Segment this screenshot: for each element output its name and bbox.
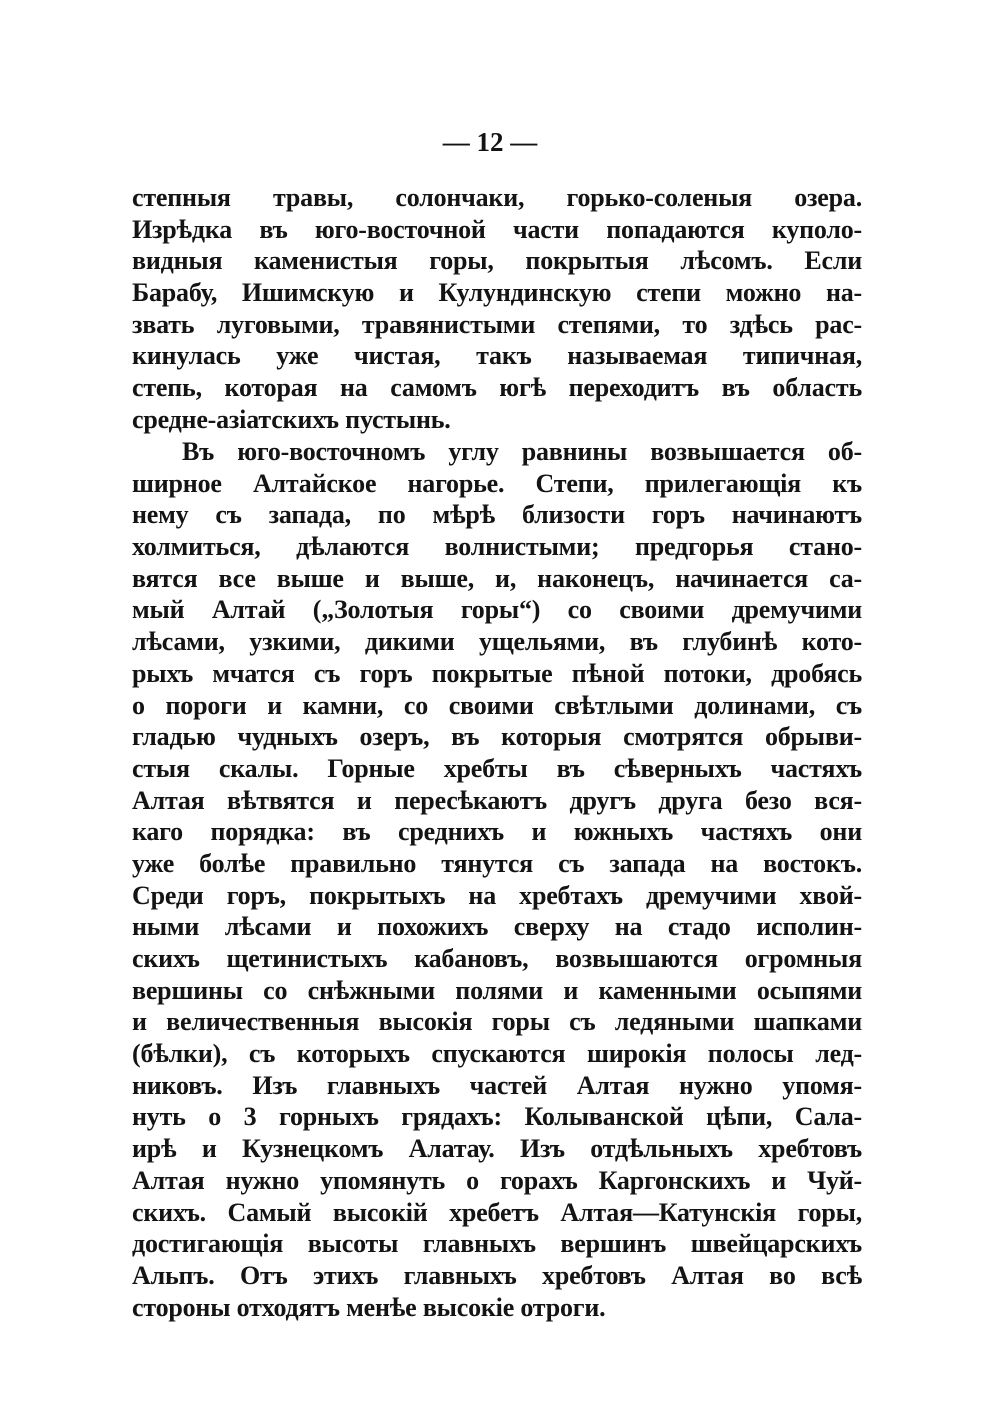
text-line: о пороги и камни, со своими свѣтлыми долинами, съ [132, 690, 862, 720]
text-line: уже болѣе правильно тянутся съ запада на востокъ. [132, 848, 862, 878]
text-line: рыхъ мчатся съ горъ покрытые пѣной потоки, дробясь [132, 658, 862, 688]
text-line: скихъ щетинистыхъ кабановъ, возвышаются огромныя [132, 944, 862, 973]
text-line: степныя травы, солончаки, горько-соленыя озера. [132, 183, 862, 212]
text-line: степь, которая на самомъ югѣ переходитъ въ область [132, 373, 862, 403]
text-line: каго порядка: въ среднихъ и южныхъ частяхъ они [132, 817, 862, 847]
text-line: никовъ. Изъ главныхъ частей Алтая нужно упомя- [132, 1070, 862, 1100]
text-line: Среди горъ, покрытыхъ на хребтахъ дремучими хвой- [132, 880, 862, 910]
paragraph-1 [132, 182, 862, 436]
text-line: лѣсами, узкими, дикими ущельями, въ глубинѣ кото- [132, 627, 862, 657]
text-line: стороны отходятъ менѣе высокiе отроги. [132, 1292, 606, 1322]
text-line: Въ юго-восточномъ углу равнины возвышается об- [182, 437, 862, 466]
text-line: Альпъ. Отъ этихъ главныхъ хребтовъ Алтая во всѣ [132, 1260, 862, 1290]
text-line: нему съ запада, по мѣрѣ близости горъ начинаютъ [132, 500, 862, 530]
text-line: скихъ. Самый высокiй хребетъ Алтая—Катунскiя горы, [132, 1197, 862, 1227]
text-line: (бѣлки), съ которыхъ спускаются широкiя полосы лед- [132, 1039, 862, 1069]
text-line: гладью чудныхъ озеръ, въ которыя смотрятся обрыви- [132, 722, 862, 752]
text-line: кинулась уже чистая, такъ называемая типичная, [132, 341, 862, 371]
text-line: средне-азiатскихъ пустынь. [132, 404, 451, 434]
text-line: стыя скалы. Горные хребты въ сѣверныхъ частяхъ [132, 753, 862, 783]
text-line: нуть о 3 горныхъ грядахъ: Колыванской цѣпи, Сала- [132, 1102, 862, 1132]
text-line: холмиться, дѣлаются волнистыми; предгорья стано- [132, 532, 862, 562]
text-line: и величественныя высокiя горы съ ледяными шапками [132, 1007, 862, 1037]
text-line: достигающiя высоты главныхъ вершинъ швейцарскихъ [132, 1229, 862, 1259]
text-line: видныя каменистыя горы, покрытыя лѣсомъ. Если [132, 246, 862, 276]
text-line: Алтая вѣтвятся и пересѣкаютъ другъ друга безо вся- [132, 785, 862, 815]
text-line: Барабу, Ишимскую и Кулундинскую степи можно на- [132, 278, 862, 308]
text-line: Изрѣдка въ юго-восточной части попадаются куполо- [132, 214, 862, 244]
text-line: ными лѣсами и похожихъ сверху на стадо исполин- [132, 912, 862, 942]
text-line: ирѣ и Кузнецкомъ Алатау. Изъ отдѣльныхъ хребтовъ [132, 1134, 862, 1164]
text-line: Алтая нужно упомянуть о горахъ Каргонскихъ и Чуй- [132, 1165, 862, 1195]
text-line: вершины со снѣжными полями и каменными осыпями [132, 975, 862, 1005]
text-line: ширное Алтайское нагорье. Степи, прилегающiя къ [132, 468, 862, 498]
text-line: звать луговыми, травянистыми степями, то здѣсь рас- [132, 309, 862, 339]
page-number: — 12 — [442, 127, 538, 157]
text-line: мый Алтай („Золотыя горы“) со своими дремучими [132, 595, 862, 625]
paragraph-2 [132, 436, 862, 1323]
text-line: вятся все выше и выше, и, наконецъ, начинается са- [132, 563, 862, 593]
